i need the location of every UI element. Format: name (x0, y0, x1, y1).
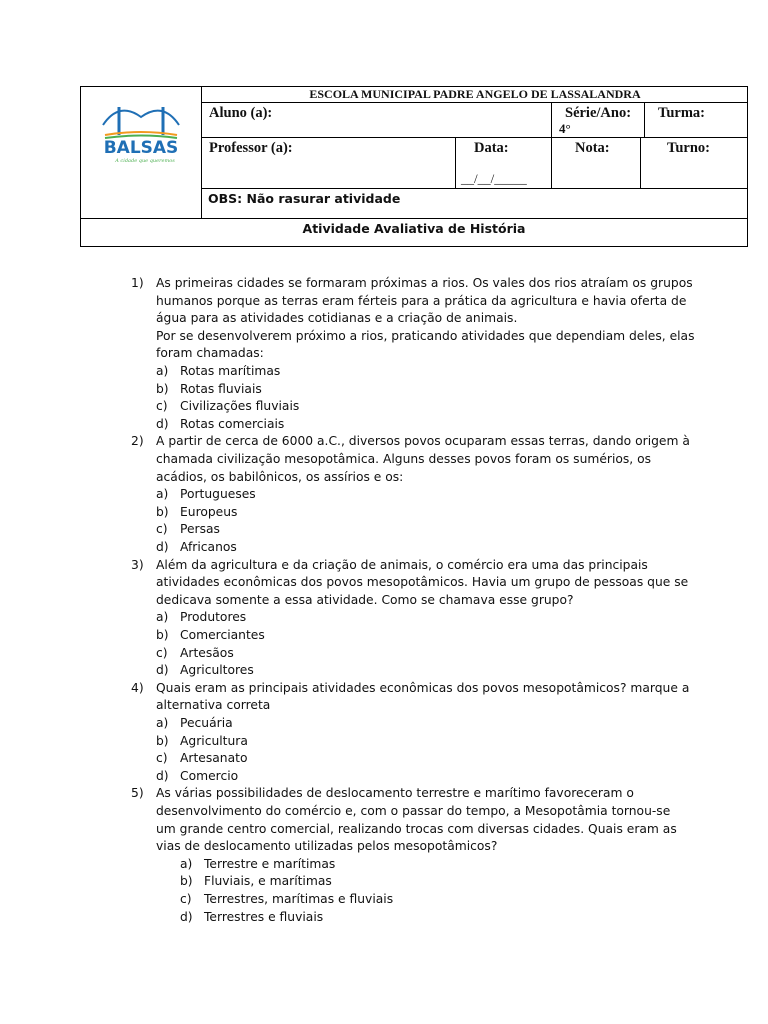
data-label: Data: (474, 140, 509, 156)
obs-note: OBS: Não rasurar atividade (208, 191, 401, 206)
option-letter: c) (156, 522, 168, 537)
option-letter: c) (156, 399, 168, 414)
question-text-line: alternativa correta (156, 698, 271, 713)
option-text: Rotas comerciais (180, 416, 285, 431)
professor-label: Professor (a): (209, 140, 293, 156)
option-letter: c) (180, 891, 192, 906)
option-text: Comerciantes (180, 627, 265, 642)
option-letter: b) (156, 504, 169, 519)
option-text: Rotas marítimas (180, 364, 281, 378)
option-text: Artesanato (180, 751, 248, 766)
balsas-logo (89, 95, 193, 165)
option-text: Comercio (180, 768, 239, 783)
option-text: Produtores (180, 610, 247, 625)
question-text-line: As primeiras cidades se formaram próximas a rios. Os vales dos rios atraíam os grupos (156, 276, 693, 290)
question-text-line: chamada civilização mesopotâmica. Alguns desses povos foram os sumérios, os (156, 451, 652, 466)
option-text: Terrestres, marítimas e fluviais (204, 891, 394, 906)
option-text: Terrestres e fluviais (204, 909, 324, 924)
option-text: Portugueses (180, 487, 256, 502)
question-number: 5) (131, 786, 144, 801)
option-text: Civilizações fluviais (180, 399, 300, 414)
option-text: Africanos (180, 539, 237, 554)
turma-label: Turma: (658, 105, 705, 121)
data-blank: __/__/_____ (461, 171, 527, 186)
option-text: Artesãos (180, 645, 234, 660)
question-text-line: vias de deslocamento utilizadas pelos mesopotâmicos? (156, 839, 498, 854)
question-text-line: dedicava somente a essa atividade. Como se chamava esse grupo? (156, 592, 574, 607)
option-letter: d) (180, 909, 193, 924)
option-text: Agricultores (180, 663, 254, 678)
question-text-line: humanos porque as terras eram férteis para a prática da agricultura e havia oferta de (156, 293, 687, 308)
question-number: 2) (131, 434, 144, 449)
option-text: Pecuária (180, 716, 233, 730)
question-text-line: Por se desenvolverem próximo a rios, praticando atividades que dependiam deles, elas (156, 328, 695, 343)
activity-title: Atividade Avaliativa de História (302, 221, 526, 236)
question-text-line: água para as atividades cotidianas e a criação de animais. (156, 311, 518, 326)
question-text-line: atividades econômicas dos povos mesopotâmicos. Havia um grupo de pessoas que se (156, 575, 689, 590)
option-letter: a) (156, 716, 169, 730)
serie-label: Série/Ano: (565, 105, 632, 121)
question-number: 1) (131, 276, 144, 290)
option-letter: a) (156, 487, 169, 502)
option-letter: d) (156, 768, 169, 783)
option-letter: c) (156, 645, 168, 660)
option-letter: b) (156, 381, 169, 396)
logo-cell (81, 87, 201, 219)
question-number: 3) (131, 557, 144, 572)
logo-tagline: A cidade que queremos (115, 158, 175, 164)
option-letter: a) (156, 364, 169, 378)
question-text-line: Quais eram as principais atividades econômicas dos povos mesopotâmicos? marque a (156, 680, 690, 695)
option-letter: a) (156, 610, 169, 625)
option-letter: a) (180, 856, 193, 871)
option-text: Fluviais, e marítimas (204, 874, 332, 889)
option-letter: d) (156, 539, 169, 554)
option-letter: d) (156, 416, 169, 431)
question-text-line: As várias possibilidades de deslocamento terrestre e marítimo favoreceram o (156, 786, 634, 801)
option-letter: c) (156, 751, 168, 766)
logo-text: BALSAS (103, 138, 179, 158)
question-text-line: A partir de cerca de 6000 a.C., diversos povos ocuparam essas terras, dando origem à (156, 434, 690, 449)
option-text: Europeus (180, 504, 238, 519)
header-table (80, 86, 748, 247)
serie-value: 4° (559, 121, 571, 136)
option-text: Rotas fluviais (180, 381, 262, 396)
question-text-line: foram chamadas: (156, 346, 264, 361)
option-letter: d) (156, 663, 169, 678)
question-text-line: desenvolvimento do comércio e, com o passar do tempo, a Mesopotâmia tornou-se (156, 803, 671, 818)
option-text: Terrestre e marítimas (204, 856, 336, 871)
nota-label: Nota: (575, 140, 610, 156)
option-letter: b) (156, 733, 169, 748)
question-number: 4) (131, 680, 144, 695)
option-text: Persas (180, 522, 220, 537)
option-letter: b) (180, 874, 193, 889)
option-text: Agricultura (180, 733, 248, 748)
question-text-line: um grande centro comercial, realizando trocas com diversas cidades. Quais eram as (156, 821, 677, 836)
question-text-line: Além da agricultura e da criação de animais, o comércio era uma das principais (156, 557, 648, 572)
question-text-line: acádios, os babilônicos, os assírios e os: (156, 469, 404, 484)
option-letter: b) (156, 627, 169, 642)
turno-label: Turno: (667, 140, 710, 156)
school-name: ESCOLA MUNICIPAL PADRE ANGELO DE LASSALANDRA (309, 87, 641, 101)
aluno-label: Aluno (a): (209, 105, 273, 121)
